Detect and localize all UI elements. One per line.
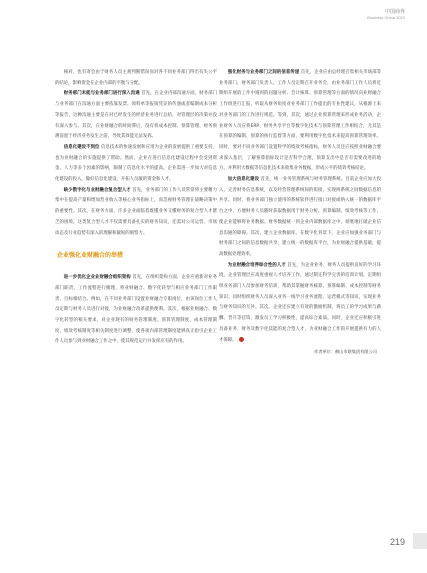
paragraph: 财务部门未能与业务部门进行深入沟通 首先，在企业内部沟通方面，财务部门与业务部门在沟通方面主要依靠发票、领料单等报销凭证的传递或者编制成本分析等报告，这种沟通主要是在对已经发生的经济业务进行总结，对管理层的决策并没有深入参与。其次，在业财融合的时间滞后，没有将成本控制、预算管理、财务预测前置于经济业务发生之前，导致其效能无法发挥。: [55, 91, 217, 140]
end-mark-icon: [239, 337, 244, 342]
paragraph-lead: 缺少数字化与业财融合复合型人才: [63, 187, 131, 193]
page-edge-tab: [413, 533, 427, 549]
paragraph-lead: 进一步优化企业业财融合组织架构: [63, 275, 131, 281]
masthead-title-en: Business China 2023: [367, 14, 405, 20]
paragraph-lead: 信息化建设不到位: [63, 144, 100, 150]
paragraph-lead: 财务部门未能与业务部门进行深入沟通: [63, 91, 140, 97]
section-title: 企业强化业财融合的举措: [57, 252, 124, 260]
paragraph-lead: 强化财务与业务部门之间的信息传递: [227, 70, 300, 75]
paragraph: 强化财务与业务部门之间的信息传递 首先，企业应由总经理召集相关市场部等业务部门、财务部门负责人、工作人员定期召开业务会，由业务部门工作人员将近期组开展的工作中遇到的问题分析、会计核算、预算管理等方面的情况向业财融合工作组进行汇报，听取从财务角度对业务部门工作提出的专业性建议，从根源上来对业务部门的工作进行规范。等到，其次，通过企业预算管理来形成业务活动，企业财务人员应将ERP、财务共享平台等数字化技术与预算管理工作相结合，尤其是在预算的编制、预算的执行监督等方面，要利用数字化技术来提高预算管理效率。同时，要对不同业务部门设置科学的绩效考核指标，财务人员还应按照业财融合要求深入基层，了解预算指标设计是否科学合理，预算支出中是否有需要改进的地方，并利用大数据等信息化技术来收集业务数据，形成公平的绩效考核结论。: [219, 70, 381, 172]
paragraph: 进一步优化企业业财融合组织架构 首先，在组织架构方面，企业应重新对业务部门职责、工作流程进行梳理，将业财融合、数字化转型与相应业务部门工作职责、目标相结合。例如，在不同业务部门设置业财融合专职岗位，由该岗位工作人员定期与财务人员进行对接，为业财融合改革提供便利。其次，根据业财融合、数字化转型的相关要求，对企业现有的财务管理制度、预算管理制度、成本管理制度、绩效考核制度等相关制度进行调整，使各项内部管理制度能够真正指引企业工作人员参与到业财融合工作之中，使其规范运行并发挥应有的作用。: [55, 275, 217, 345]
author-affiliation: 作者单位：鹤山市联集团有限公司: [314, 349, 377, 355]
paragraph: 信息化建设不到位 信息技术的快速发展和应用为企业的发展提供了重要支持，也为业财融合的实施提供了帮助。然而，企业在进行信息化建设过程中会受到资金、人力等多个因素的影响，限制了信息化水平的提高。企业需进一步加大对信息化建设的投入，做好信息化建设，开拓人员敏的资金和人才。: [55, 144, 217, 183]
right-column: [219, 68, 381, 356]
masthead-title-cn: 中国商界: [384, 9, 405, 15]
page-number: 219: [389, 537, 405, 547]
paragraph: 为业财融合培养综合性的人才 首先，为企业业务、财务人员提供良好的学习环境，企业管理层应高度重视人才培养工作，通过制定科学完善的培训计划，定期组织业务部门人员参加财务培训，帮助其掌握财务核算、预算编制、成本控制等财务知识；同时组织财务人员深入业务一线学习业务流程、运营模式等知识，实现业务与财务知识的互补。其次，企业还应建立有效的激励机制，将员工的学习成果与薪酬、晋升等挂钩，激发员工学习积极性，提高综合素质。同时，企业还应积极引进具备业务、财务及数字化技能的复合型人才，为业财融合工作的开展提供有力的人才保障。: [219, 262, 381, 343]
paragraph: 核对，也有寄会由于财务人员主观判断错误而对各不同业务部门得出有失公平的结论，影响资金在企业内部的平衡与分配。: [55, 70, 217, 86]
paragraph-lead: 加大信息化建设: [227, 177, 260, 183]
paragraph: 加大信息化建设 首先，统一业务管理系统与财务管理系统。目前企业应加大投入，完善财务信息系统，以及经营管理系统间的衔接，实现两系统之间数据信息的共享。同时，将业务部门独立使用的系统软件进行接口对接或纳入统一的数据库平台之中，方便财务人员随时获取数据用于财务分析、预算编制、绩效考核等工作，使企业能够将业务数据、财务数据统一到企业内部数据库之中，彻底地打破企业信息沟通的障碍。其次，建立企业数据库。在数字化背景下，企业应加强业务部门与财务部门之间的信息数据共享，建立统一的数据库平台，为业财融合提供基础，提高数据处理效率。: [219, 177, 381, 257]
masthead: [367, 10, 405, 20]
left-column: [55, 68, 217, 348]
paragraph: 缺少数字化与业财融合复合型人才 首先，业务部门的工作人员常常将主要精力集中在提高产量和增加营业收入等核心业务指标上，而忽视财务管理在战略决策中的重要性。其次，在财务方面，许多企业面临着既懂业务又懂财务的复合型人才匮乏的困境。这类复合型人才不仅需要具备扎实的财务知识，还需对公司运营、市场动态及行业趋势有深入的理解和敏锐的洞察力。: [55, 187, 217, 236]
paragraph-lead: 为业财融合培养综合性的人才: [227, 262, 286, 268]
